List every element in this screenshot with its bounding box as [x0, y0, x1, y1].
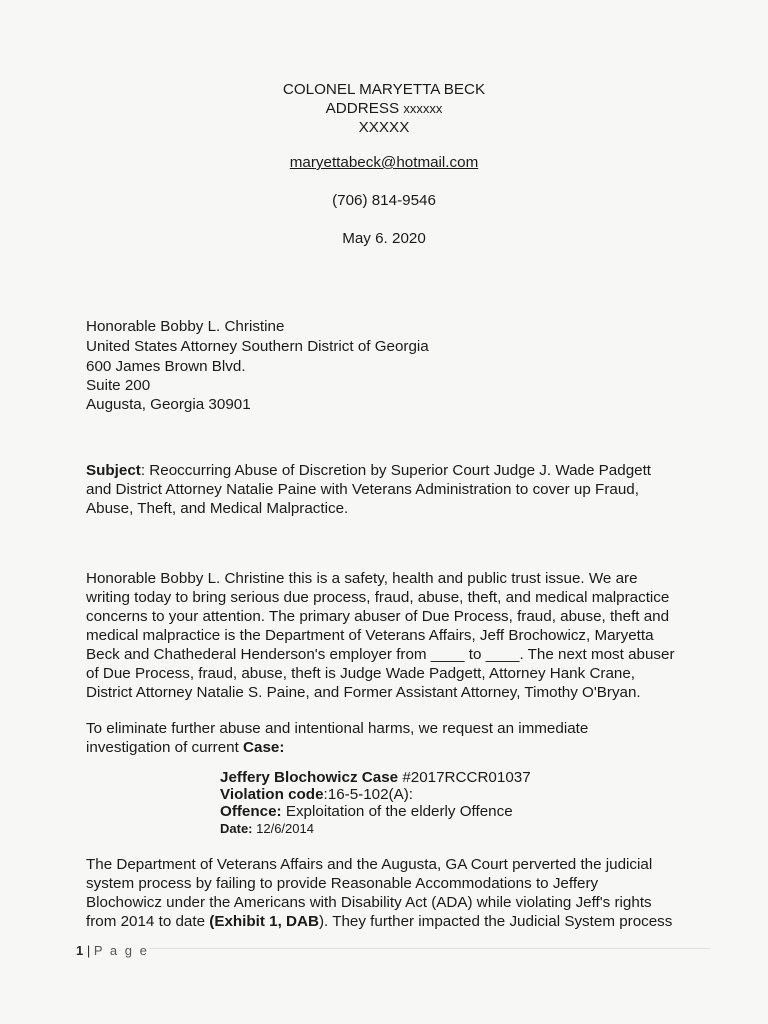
- body-paragraph-line: District Attorney Natalie S. Paine, and Former Assistant Attorney, Timothy O'Bryan.: [86, 684, 641, 701]
- address-label: ADDRESS: [325, 100, 400, 117]
- recipient-line: 600 James Brown Blvd.: [86, 358, 246, 375]
- body-paragraph-line: concerns to your attention. The primary abuser of Due Process, fraud, abuse, theft and: [86, 608, 670, 625]
- address-value: xxxxxx: [403, 101, 443, 116]
- offence-value: Exploitation of the elderly Offence: [281, 803, 513, 820]
- sender-email-row: [0, 155, 768, 171]
- violation-value: :16-5-102(A):: [323, 786, 414, 803]
- case-label: Case:: [243, 739, 285, 756]
- sender-phone: (706) 814-9546: [332, 192, 436, 209]
- body-paragraph-line: system process by failing to provide Reasonable Accommodations to Jeffery: [86, 875, 599, 892]
- offence-label: Offence:: [220, 803, 282, 820]
- para3-text-pre: from 2014 to date: [86, 913, 210, 930]
- body-paragraph-line: writing today to bring serious due process, fraud, abuse, theft, and medical malpractice: [86, 589, 670, 606]
- para3-text-post: ). They further impacted the Judicial System process: [318, 913, 673, 930]
- body-paragraph-line: Blochowicz under the Americans with Disability Act (ADA) while violating Jeff's rights: [86, 894, 652, 911]
- page-number: 1: [76, 943, 84, 958]
- body-paragraph-line: Beck and Chathederal Henderson's employer from ____ to ____. The next most abuser: [86, 646, 675, 663]
- page-label: P a g e: [93, 943, 149, 958]
- request-text: investigation of current: [86, 739, 244, 756]
- sender-name: COLONEL MARYETTA BECK: [282, 81, 486, 98]
- scan-artifact-line: [150, 948, 710, 949]
- case-offence: [220, 804, 513, 820]
- recipient-line: Suite 200: [86, 377, 151, 394]
- case-name: [220, 770, 531, 786]
- case-date-value: 12/6/2014: [252, 821, 314, 836]
- request-line-1: To eliminate further abuse and intentional harms, we request an immediate: [86, 720, 589, 737]
- exhibit-reference: (Exhibit 1, DAB: [209, 913, 319, 930]
- sender-email[interactable]: maryettabeck@hotmail.com: [289, 154, 479, 171]
- case-date-label: Date:: [220, 821, 253, 836]
- recipient-line: United States Attorney Southern District of Georgia: [86, 338, 429, 355]
- subject-label: Subject: [86, 462, 141, 479]
- page-footer: [76, 944, 149, 958]
- request-line-2: [86, 740, 284, 756]
- subject-text-2: and District Attorney Natalie Paine with Veterans Administration to cover up Fraud,: [86, 481, 639, 498]
- recipient-line: Honorable Bobby L. Christine: [86, 318, 285, 335]
- sender-address: [0, 101, 768, 117]
- body-paragraph-line: medical malpractice is the Department of Veterans Affairs, Jeff Brochowicz, Maryetta: [86, 627, 654, 644]
- case-date: [220, 821, 314, 837]
- page-separator: |: [83, 943, 94, 958]
- subject-text-3: Abuse, Theft, and Medical Malpractice.: [86, 500, 349, 517]
- case-violation: [220, 787, 413, 803]
- body-paragraph-line: Honorable Bobby L. Christine this is a safety, health and public trust issue. We are: [86, 570, 638, 587]
- subject-text-1: : Reoccurring Abuse of Discretion by Superior Court Judge J. Wade Padgett: [140, 462, 652, 479]
- sender-address-line2: XXXXX: [358, 119, 410, 136]
- body-paragraph-line: [86, 914, 672, 930]
- violation-label: Violation code: [220, 786, 324, 803]
- case-number: #2017RCCR01037: [398, 769, 531, 786]
- subject-line: [86, 463, 651, 479]
- recipient-line: Augusta, Georgia 30901: [86, 396, 251, 413]
- body-paragraph-line: of Due Process, fraud, abuse, theft is Judge Wade Padgett, Attorney Hank Crane,: [86, 665, 636, 682]
- case-name-label: Jeffery Blochowicz Case: [220, 769, 399, 786]
- body-paragraph-line: The Department of Veterans Affairs and the Augusta, GA Court perverted the judicial: [86, 856, 653, 873]
- letter-date: May 6. 2020: [342, 230, 426, 247]
